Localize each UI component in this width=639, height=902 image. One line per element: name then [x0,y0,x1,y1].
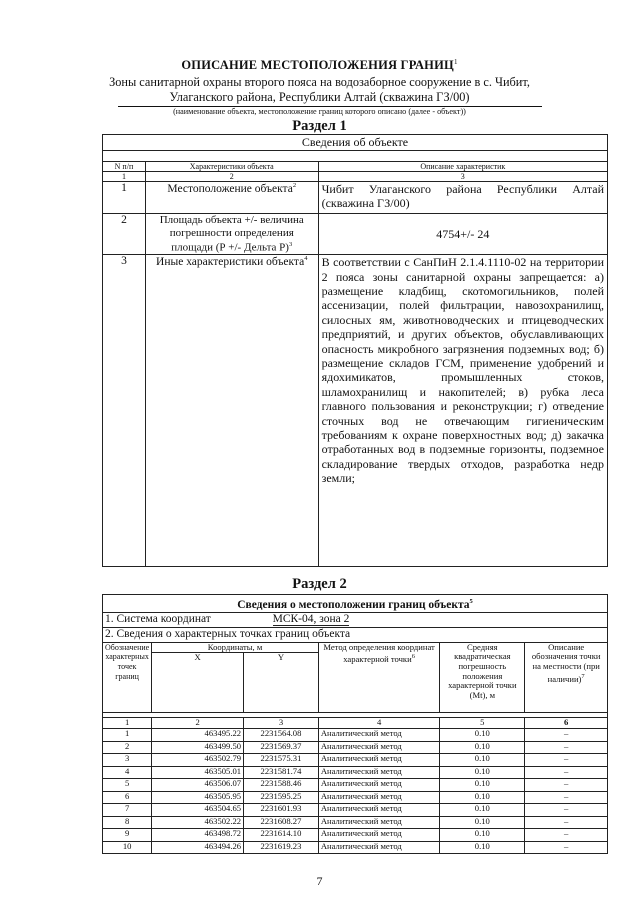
method-value: Аналитический метод [318,804,439,817]
table-row [103,779,608,792]
table-row [103,214,608,255]
accuracy-value: 0.10 [440,741,525,754]
table-row [103,816,608,829]
point-number: 2 [103,741,152,754]
coord-y: 2231588.46 [244,779,319,792]
point-number: 1 [103,729,152,742]
coordinate-system-row [103,612,608,627]
table-row [103,255,608,567]
coord-y: 2231619.23 [244,841,319,854]
point-description-value: – [525,779,608,792]
coord-x: 463505.95 [152,791,244,804]
point-description-value: – [525,741,608,754]
col-number: 4 [318,718,439,729]
point-description-value: – [525,829,608,842]
col-number: 2 [145,172,318,182]
point-number: 3 [103,754,152,767]
document-title: ОПИСАНИЕ МЕСТОПОЛОЖЕНИЯ ГРАНИЦ$^1$ [181,58,458,73]
method-value: Аналитический метод [318,841,439,854]
section-1-title: Раздел 1 [292,118,347,134]
table-row [103,829,608,842]
method-value: Аналитический метод [318,779,439,792]
row-number: 1 [103,182,146,214]
coord-y: 2231608.27 [244,816,319,829]
characteristic-value: В соответствии с СанПиН 2.1.4.1110-02 на территории 2 пояса зоны санитарной охраны запрещается: а) размещение кладбищ, скотомогильников, полей ассенизации, полей фильтрации, навозохранилищ, силосных ям, животноводческих и птицеводческих предприятий, и других объектов, обуславливающих опасность микробного загрязнения подземных вод; б) размещение складов ГСМ, применение удобрений и ядохимикатов, промышленных стоков, шламохранилищ и накопителей; в) рубка леса главного пользования и реконструкции; г) отведение сточных вод не отвечающим гигиеническим требованиям к охране поверхностных вод; д) закачка отработанных вод в подземные горизонты, подземное складирование твердых отходов, разработка недр земли; [318,255,607,567]
accuracy-value: 0.10 [440,779,525,792]
coord-y: 2231564.08 [244,729,319,742]
coord-x: 463505.01 [152,766,244,779]
col-header-characteristic: Характеристики объекта [145,162,318,172]
point-description-value: – [525,766,608,779]
accuracy-value: 0.10 [440,816,525,829]
col-number: 6 [525,718,608,729]
point-description-value: – [525,729,608,742]
spacer-row [103,151,608,162]
coord-y: 2231595.25 [244,791,319,804]
coordinate-system-label: 1. Система координат [105,612,211,625]
boundary-points-table [102,594,608,854]
point-number: 8 [103,816,152,829]
point-number: 6 [103,791,152,804]
point-description-value: – [525,841,608,854]
coord-x: 463498.72 [152,829,244,842]
point-description-value: – [525,816,608,829]
table-row [103,754,608,767]
table-row [103,804,608,817]
characteristic-name: Площадь объекта +/- величина погрешности определения площади (Р +/- Дельта Р)$^3$ [145,214,318,255]
accuracy-value: 0.10 [440,766,525,779]
row-number: 3 [103,255,146,567]
method-value: Аналитический метод [318,829,439,842]
accuracy-value: 0.10 [440,754,525,767]
col-header-description: Описание характеристик [318,162,607,172]
accuracy-value: 0.10 [440,729,525,742]
accuracy-value: 0.10 [440,841,525,854]
point-number: 9 [103,829,152,842]
accuracy-value: 0.10 [440,829,525,842]
col-header-method: Метод определения координат характерной точки$^6$ [318,642,439,713]
col-number: 2 [152,718,244,729]
coord-x: 463502.79 [152,754,244,767]
table-row [103,182,608,214]
object-info-table-title: Сведения об объекте [103,135,608,151]
point-number: 7 [103,804,152,817]
coord-x: 463495.22 [152,729,244,742]
characteristic-name: Иные характеристики объекта$^4$ [145,255,318,567]
coord-y: 2231569.37 [244,741,319,754]
col-number: 1 [103,172,146,182]
method-value: Аналитический метод [318,766,439,779]
coord-y: 2231614.10 [244,829,319,842]
boundary-table-title: Сведения о местоположении границ объекта$^5$ [103,595,608,613]
object-name-line-1: Зоны санитарной охраны второго пояса на водозаборное сооружение в с. Чибит, [109,75,530,89]
point-description-value: – [525,804,608,817]
table-row [103,741,608,754]
characteristic-name: Местоположение объекта$^2$ [145,182,318,214]
table-row [103,791,608,804]
point-number: 4 [103,766,152,779]
method-value: Аналитический метод [318,791,439,804]
col-number: 1 [103,718,152,729]
coord-x: 463502.22 [152,816,244,829]
section-2-title: Раздел 2 [292,576,347,592]
coord-x: 463494.26 [152,841,244,854]
col-header-point-description: Описание обозначения точки на местности (при наличии)$^7$ [525,642,608,713]
col-number: 3 [244,718,319,729]
col-header-coords: Координаты, м [152,642,319,653]
col-header-x: X [152,653,244,713]
table-row [103,841,608,854]
col-numbers-row [103,718,608,729]
accuracy-value: 0.10 [440,804,525,817]
coord-y: 2231601.93 [244,804,319,817]
method-value: Аналитический метод [318,816,439,829]
point-number: 10 [103,841,152,854]
coord-x: 463504.65 [152,804,244,817]
method-value: Аналитический метод [318,729,439,742]
object-caption: (наименование объекта, местоположение границ которого описано (далее - объект)) [173,107,466,116]
col-header-accuracy: Средняя квадратическая погрешность положения характерной точки (Mt), м [440,642,525,713]
col-header-designation: Обозначение характерных точек границ [103,642,152,713]
object-info-table [102,134,608,567]
point-description-value: – [525,754,608,767]
characteristic-value: 4754+/- 24 [318,214,607,255]
col-header-y: Y [244,653,319,713]
point-number: 5 [103,779,152,792]
coord-x: 463499.50 [152,741,244,754]
method-value: Аналитический метод [318,741,439,754]
coord-x: 463506.07 [152,779,244,792]
page-number: 7 [316,874,323,888]
characteristic-value: Чибит Улаганского района Республики Алтай (скважина ГЗ/00) [318,182,607,214]
accuracy-value: 0.10 [440,791,525,804]
col-number: 3 [318,172,607,182]
table-row [103,729,608,742]
points-info-label: 2. Сведения о характерных точках границ объекта [103,627,608,642]
point-description-value: – [525,791,608,804]
col-header-n: N п/п [103,162,146,172]
col-number: 5 [440,718,525,729]
table-row [103,766,608,779]
coordinate-system-value: МСК-04, зона 2 [272,612,350,625]
method-value: Аналитический метод [318,754,439,767]
coord-y: 2231575.31 [244,754,319,767]
coord-y: 2231581.74 [244,766,319,779]
object-name-line-2: Улаганского района, Республики Алтай (скважина ГЗ/00) [169,90,470,104]
row-number: 2 [103,214,146,255]
